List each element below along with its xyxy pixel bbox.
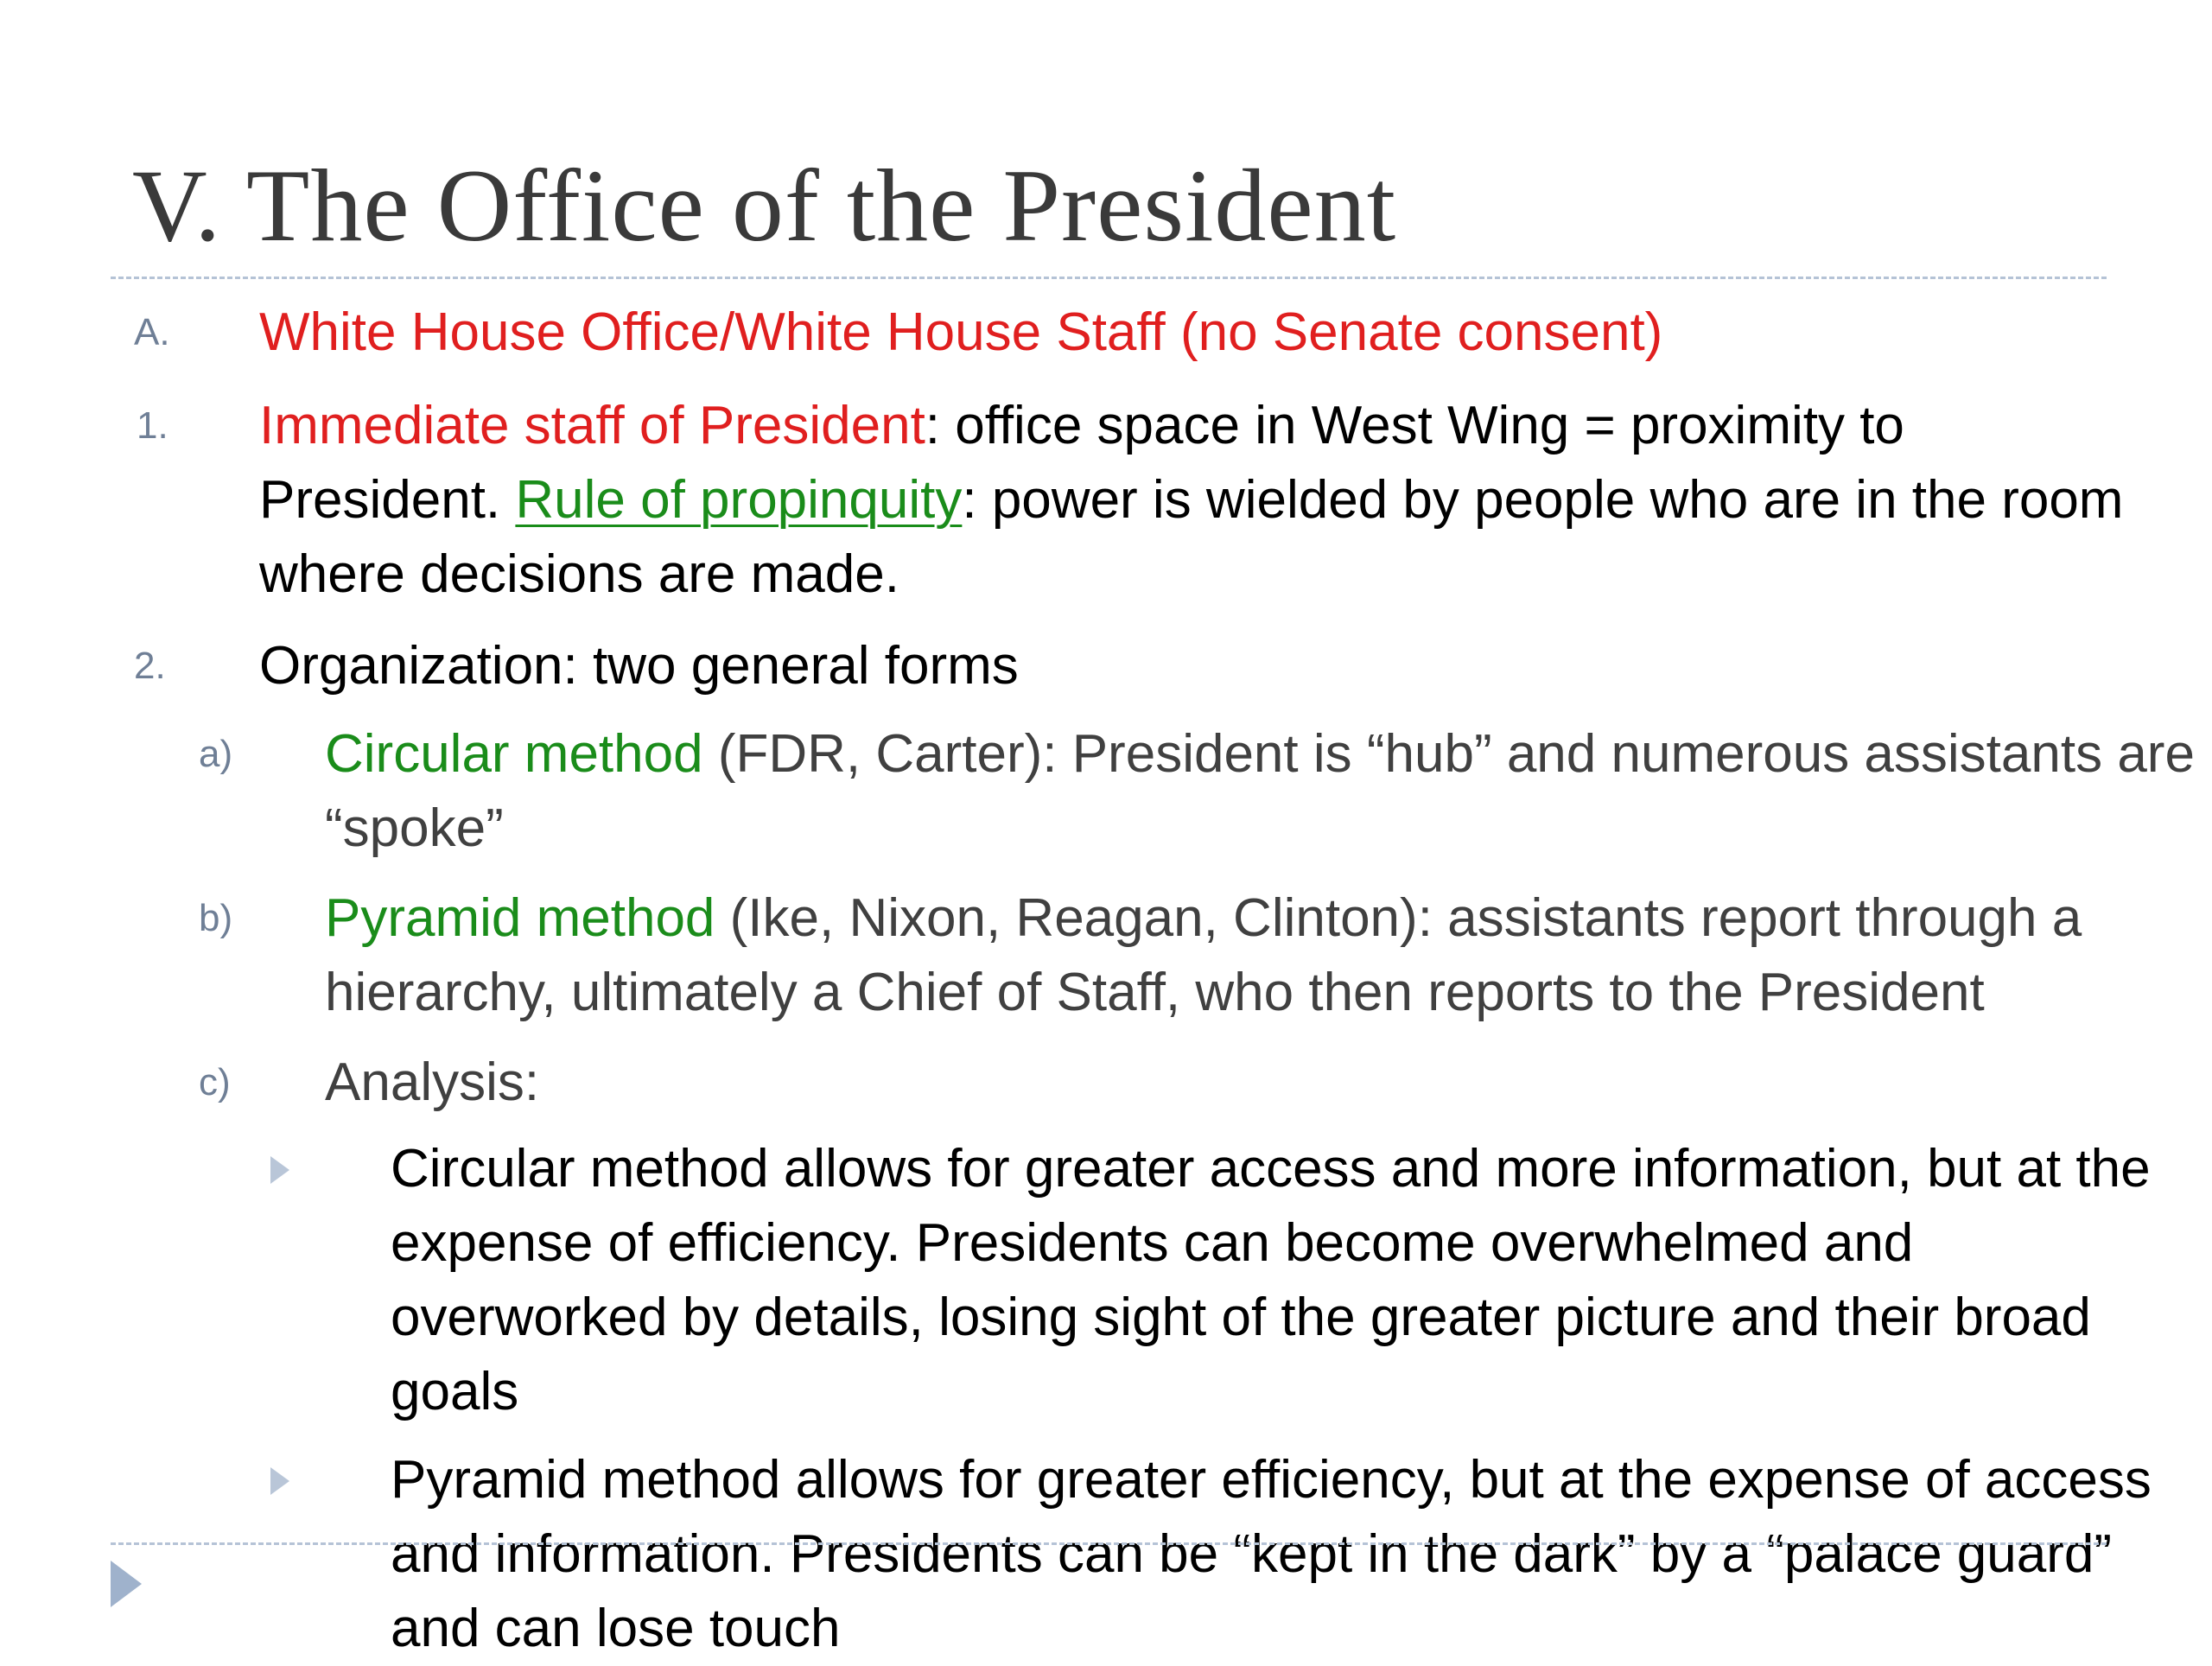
outline-text-2b (325, 881, 2183, 1030)
text-west-wing: : office space in West Wing = proximity to President. (259, 396, 1904, 530)
footer-divider (111, 1542, 2107, 1545)
outline-text-2: Organization: two general forms (259, 636, 1019, 696)
slide-title: V. The Office of the President (132, 148, 1397, 263)
title-divider (111, 277, 2107, 279)
outline-text-1 (259, 389, 2143, 612)
link-rule-of-propinquity[interactable]: Rule of propinquity (515, 470, 963, 530)
outline-text-2c: Analysis: (325, 1052, 540, 1112)
bullet-arrow-icon (270, 1156, 289, 1184)
bullet-arrow-icon (270, 1467, 289, 1495)
outline-text-2a (325, 717, 2200, 866)
outline-marker-a: A. (134, 311, 170, 353)
text-pyramid-desc: (Ike, Nixon, Reagan, Clinton): assistants report through a hierarchy, ultimately a Chief of Staff, who then reports to the President (325, 888, 2082, 1022)
term-immediate-staff: Immediate staff of President (259, 396, 925, 455)
term-pyramid-method: Pyramid method (325, 888, 715, 948)
bullet-text: Pyramid method allows for greater efficiency, but at the expense of access and information. Presidents can be “kept in the dark” by a “palace guard” and can lose touch (391, 1450, 2152, 1658)
outline-marker-2: 2. (134, 645, 166, 687)
bullet-text: Circular method allows for greater access and more information, but at the expense of efficiency. Presidents can become overwhelmed and overworked by details, losing sight of the greater picture and their broad goals (391, 1139, 2151, 1421)
outline-marker-1: 1. (137, 404, 168, 447)
slide-nav-arrow-icon (111, 1561, 142, 1607)
text-power-wielded: : power is wielded by people who are in the room where decisions are made. (259, 470, 2124, 604)
term-circular-method: Circular method (325, 724, 703, 784)
outline-text-a: White House Office/White House Staff (no Senate consent) (259, 302, 1663, 362)
outline-marker-2b: b) (199, 897, 233, 939)
outline-marker-2a: a) (199, 733, 233, 775)
text-circular-desc: (FDR, Carter): President is “hub” and numerous assistants are “spoke” (325, 724, 2195, 858)
outline-marker-2c: c) (199, 1061, 231, 1103)
